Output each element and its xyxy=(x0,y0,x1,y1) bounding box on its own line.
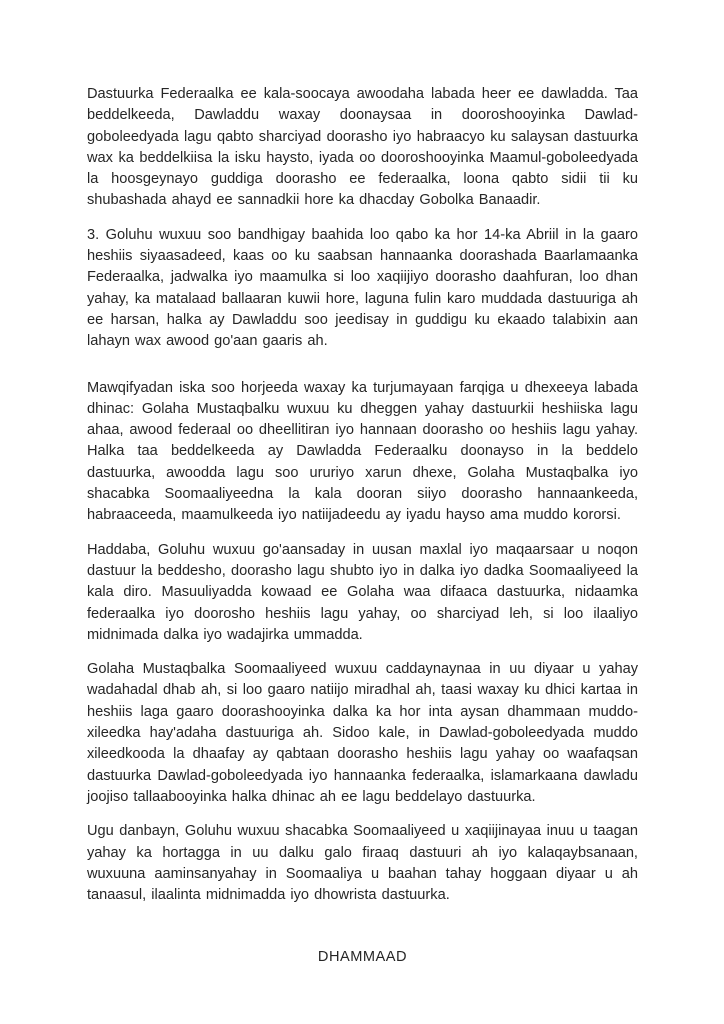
paragraph-closing-statement: Ugu danbayn, Goluhu wuxuu shacabka Soomaaliyeed u xaqiijinayaa inuu u taagan yahay ka hortagga in uu dalku galo firaaq dastuuri ah iyo kalaqaybsanaan, wuxuuna aaminsanyahay in Soomaaliya u baahan tahay hoggaan diyaar u ah tanaasul, ilaalinta midnimadda iyo dhowrista dastuurka. xyxy=(87,823,638,904)
paragraph-positions: Mawqifyadan iska soo horjeeda waxay ka turjumayaan farqiga u dhexeeya labada dhinac: Golaha Mustaqbalku wuxuu ku dheggen yahay dastuurkii heshiiska lagu ahaa, awood federaal oo dheellitiran iyo hannaan doorasho oo heshiis lagu yahay. Halka taa beddelkeeda ay Dawladda Federaalku doonayso in la beddelo dastuurka, awoodda lagu soo ururiyo xarun dhexe, Golaha Mustaqbalka iyo shacabka Soomaaliyeedna la kala dooran siiyo doorasho hannaankeeda, habraaceeda, maamulkeeda iyo natiijadeedu ay iyadu hayso ama muddo kororsi. xyxy=(87,379,638,524)
paragraph-intro: Dastuurka Federaalka ee kala-soocaya awoodaha labada heer ee dawladda. Taa beddelkeeda, Dawladdu waxay doonaysaa in dooroshooyinka Dawlad-goboleedyada lagu qabto sharciyad doorasho iyo habraacyo ku salaysan dastuurka wax ka beddelkiisa la isku haysto, iyada oo dooroshooyinka Maamul-goboleedyada la hoosgeynayo guddiga doorasho ee federaalka, loona qabto sidii tii ku shubashada ahayd ee sannadkii hore ka dhacday Gobolka Banaadir. xyxy=(87,86,638,209)
paragraph-dialogue: Golaha Mustaqbalka Soomaaliyeed wuxuu caddaynaynaa in uu diyaar u yahay wadahadal dhab ah, si loo gaaro natiijo miradhal ah, taasi waxay ku dhici kartaa in heshiis laga gaaro doorashooyinka dalka ka hor inta aysan dhammaan muddo-xileedka hay'adaha dastuuriga ah. Sidoo kale, in Dawlad-goboleedyada muddo xileedkooda la dhaafay ay qabtaan doorasho heshiis lagu yahay oo waafaqsan dastuurka Dawlad-goboleedyada iyo hannaanka federaalka, islamarkaana dawladu joojiso tallaabooyinka halka dhinac ah ee lagu beddelayo dastuurka. xyxy=(87,661,638,805)
closing-word: DHAMMAAD xyxy=(317,949,408,966)
paragraph-point-3: 3. Goluhu wuxuu soo bandhigay baahida loo qabo ka hor 14-ka Abriil in la gaaro heshiis siyaasadeed, kaas oo ku saabsan hannaanka doorashada Baarlamaanka Federaalka, jadwalka iyo maamulka si loo xaqiijiyo doorasho daahfuran, loo dhan yahay, ka matalaad ballaaran kuwii hore, laguna fulin karo muddada dastuuriga ah ee harsan, halka ay Dawladdu soo jeedisay in guddigu ku ekaado talabixin aan lahayn wax awood go'aan gaaris ah. xyxy=(87,226,638,350)
paragraph-decision: Haddaba, Goluhu wuxuu go'aansaday in uusan maxlal iyo maqaarsaar u noqon dastuur la beddesho, doorasho lagu shubto iyo in dalka iyo dadka Soomaaliyeed la kala diro. Masuuliyadda kowaad ee Golaha waa difaaca dastuurka, nidaamka federaalka iyo doorosho heshiis lagu yahay, oo sharciyad leh, si loo ilaaliyo midnimada dalka iyo wadajirka ummadda. xyxy=(87,541,638,643)
